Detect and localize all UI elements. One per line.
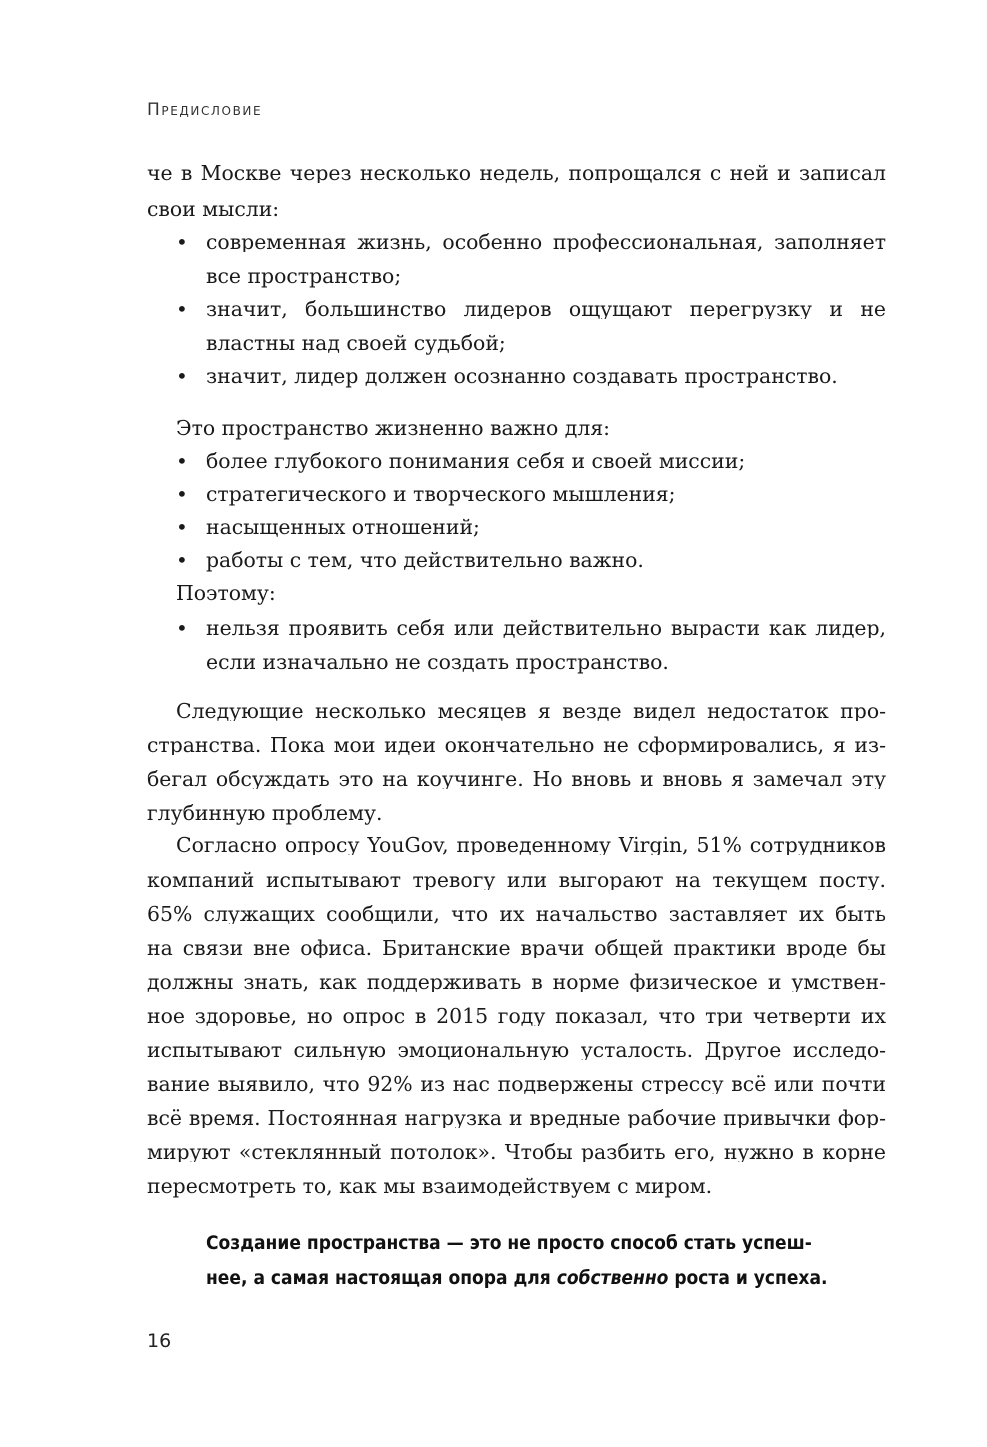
bullet-icon: • xyxy=(176,230,188,254)
bullet-icon: • xyxy=(176,616,188,640)
list-lead: Это пространство жизненно важно для: xyxy=(176,416,611,440)
list-item: властны над своей судьбой; xyxy=(206,331,506,355)
list-item: нельзя проявить себя или действительно вырасти как лидер, xyxy=(206,618,886,639)
paragraph-line: вание выявило, что 92% из нас подвержены стрессу всё или почти xyxy=(147,1074,886,1095)
callout-text: нее, а самая настоящая опора для xyxy=(206,1267,557,1289)
paragraph-line: компаний испытывают тревогу или выгорают на текущем посту. xyxy=(147,870,886,891)
paragraph-line: должны знать, как поддерживать в норме физическое и умствен- xyxy=(147,972,886,993)
list-item: более глубокого понимания себя и своей миссии; xyxy=(206,449,746,473)
list-item: стратегического и творческого мышления; xyxy=(206,482,676,506)
list-item: значит, лидер должен осознанно создавать пространство. xyxy=(206,364,838,388)
bullet-icon: • xyxy=(176,364,188,388)
list-item: современная жизнь, особенно профессиональная, заполняет xyxy=(206,232,886,253)
callout-line: Создание пространства — это не просто способ стать успеш- xyxy=(206,1232,812,1254)
paragraph-line: бегал обсуждать это на коучинге. Но вновь и вновь я замечал эту xyxy=(147,769,886,790)
list-lead: Поэтому: xyxy=(176,581,276,605)
list-item: значит, большинство лидеров ощущают перегрузку и не xyxy=(206,299,886,320)
page-number: 16 xyxy=(147,1330,172,1352)
paragraph-line: 65% служащих сообщили, что их начальство заставляет их быть xyxy=(147,904,886,925)
paragraph-line: пересмотреть то, как мы взаимодействуем с миром. xyxy=(147,1174,713,1198)
paragraph-line: на связи вне офиса. Британские врачи общей практики вроде бы xyxy=(147,938,886,959)
intro-line: че в Москве через несколько недель, попрощался с ней и записал xyxy=(147,163,886,184)
paragraph-line: мируют «стеклянный потолок». Чтобы разбить его, нужно в корне xyxy=(147,1142,886,1163)
paragraph-line: всё время. Постоянная нагрузка и вредные рабочие привычки фор- xyxy=(147,1108,886,1129)
list-item: работы с тем, что действительно важно. xyxy=(206,548,644,572)
bullet-icon: • xyxy=(176,548,188,572)
running-header: Предисловие xyxy=(147,100,263,120)
paragraph-line: Следующие несколько месяцев я везде видел недостаток про- xyxy=(176,701,886,722)
bullet-icon: • xyxy=(176,515,188,539)
paragraph-line: ное здоровье, но опрос в 2015 году показал, что три четверти их xyxy=(147,1006,886,1027)
list-item: насыщенных отношений; xyxy=(206,515,480,539)
list-item: если изначально не создать пространство. xyxy=(206,650,669,674)
callout-text: роста и успеха. xyxy=(668,1267,828,1289)
bullet-icon: • xyxy=(176,297,188,321)
paragraph-line: испытывают сильную эмоциональную усталость. Другое исследо- xyxy=(147,1040,886,1061)
intro-line: свои мысли: xyxy=(147,197,280,221)
paragraph-line: Согласно опросу YouGov, проведенному Virgin, 51% сотрудников xyxy=(176,835,886,856)
bullet-icon: • xyxy=(176,482,188,506)
callout-emphasis: собственно xyxy=(556,1267,669,1289)
bullet-icon: • xyxy=(176,449,188,473)
paragraph-line: странства. Пока мои идеи окончательно не сформировались, я из- xyxy=(147,735,886,756)
callout-line xyxy=(206,1269,827,1288)
paragraph-line: глубинную проблему. xyxy=(147,801,383,825)
list-item: все пространство; xyxy=(206,264,402,288)
